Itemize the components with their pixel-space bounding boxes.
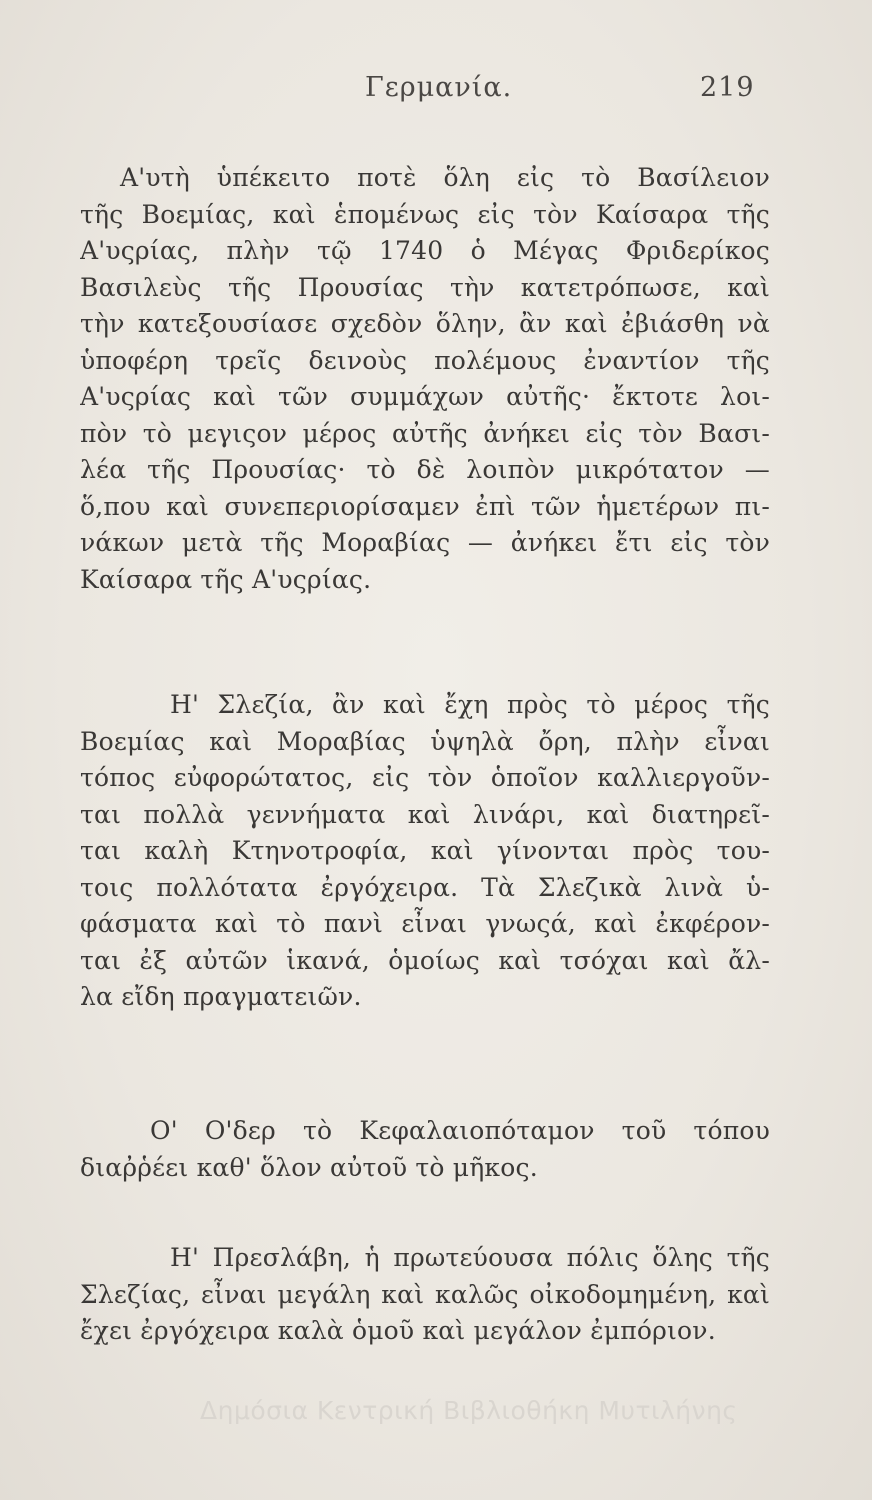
text-line: ἔχει ἐργόχειρα καλὰ ὁμοῦ καὶ μεγάλον ἐμπόριον.: [80, 1316, 716, 1345]
running-title: Γερμανία.: [365, 72, 513, 103]
text-line: Σλεζίας, εἶναι μεγάλη καὶ καλῶς οἰκοδομημένη, καὶ: [80, 1279, 770, 1309]
text-line: διαῤῥέει καθ' ὅλον αὐτοῦ τὸ μῆκος.: [80, 1152, 538, 1182]
text-line: Βοεμίας καὶ Μοραβίας ὑψηλὰ ὄρη, πλὴν εἶναι: [80, 726, 770, 756]
text-line: τὴν κατεξουσίασε σχεδὸν ὅλην, ἂν καὶ ἐβιάσθη νὰ: [80, 309, 770, 338]
text-line: πὸν τὸ μεγιςον μέρος αὐτῆς ἀνήκει εἰς τὸν Βασι-: [80, 418, 770, 448]
text-line: λα εἴδη πραγματειῶν.: [80, 982, 362, 1011]
page-header: [0, 72, 872, 112]
text-line: ὑποφέρη τρεῖς δεινοὺς πολέμους ἐναντίον τῆς: [80, 345, 770, 375]
page-number: 219: [700, 72, 755, 103]
text-line: Η' Σλεζία, ἂν καὶ ἔχη πρὸς τὸ μέρος τῆς: [170, 690, 770, 719]
text-line: Καίσαρα τῆς Α'υςρίας.: [80, 564, 372, 594]
text-line: Η' Πρεσλάβη, ἡ πρωτεύουσα πόλις ὅλης τῆς: [170, 1243, 770, 1272]
text-line: ται καλὴ Κτηνοτροφία, καὶ γίνονται πρὸς του-: [80, 836, 770, 865]
text-line: τοις πολλότατα ἐργόχειρα. Τὰ Σλεζικὰ λινὰ ὑ-: [80, 872, 770, 902]
text-line: Α'υτὴ ὑπέκειτο ποτὲ ὅλη εἰς τὸ Βασίλειον: [120, 163, 770, 192]
text-line: Α'υςρίας, πλὴν τῷ 1740 ὁ Μέγας Φριδερίκος: [80, 236, 770, 265]
text-line: ται πολλὰ γεννήματα καὶ λινάρι, καὶ διατηρεῖ-: [80, 799, 770, 829]
text-line: φάσματα καὶ τὸ πανὶ εἶναι γνωςά, καὶ ἐκφέρον-: [80, 909, 770, 938]
text-line: λέα τῆς Προυσίας· τὸ δὲ λοιπὸν μικρότατον —: [80, 455, 770, 484]
text-line: ται ἐξ αὐτῶν ἱκανά, ὁμοίως καὶ τσόχαι καὶ ἄλ-: [80, 945, 770, 975]
text-line: Α'υςρίας καὶ τῶν συμμάχων αὐτῆς· ἔκτοτε λοι-: [80, 382, 770, 411]
text-line: τῆς Βοεμίας, καὶ ἑπομένως εἰς τὸν Καίσαρα τῆς: [80, 199, 770, 229]
text-line: Ο' Ο'δερ τὸ Κεφαλαιοπόταμον τοῦ τόπου: [150, 1116, 770, 1145]
paragraph-silesia-history: [80, 160, 770, 598]
text-line: τόπος εὐφορώτατος, εἰς τὸν ὁποῖον καλλιεργοῦν-: [80, 763, 770, 792]
text-line: ὅ,που καὶ συνεπεριορίσαμεν ἐπὶ τῶν ἡμετέρων πι-: [80, 491, 770, 521]
text-line: νάκων μετὰ τῆς Μοραβίας — ἀνήκει ἔτι εἰς τὸν: [80, 528, 770, 557]
paragraph-silesia-economy: [80, 687, 770, 1016]
text-line: Βασιλεὺς τῆς Προυσίας τὴν κατετρόπωσε, καὶ: [80, 272, 770, 302]
paragraph-oder-river: [80, 1113, 770, 1186]
library-watermark: Δημόσια Κεντρική Βιβλιοθήκη Μυτιλήνης: [200, 1396, 738, 1425]
paragraph-breslau: [80, 1240, 770, 1350]
